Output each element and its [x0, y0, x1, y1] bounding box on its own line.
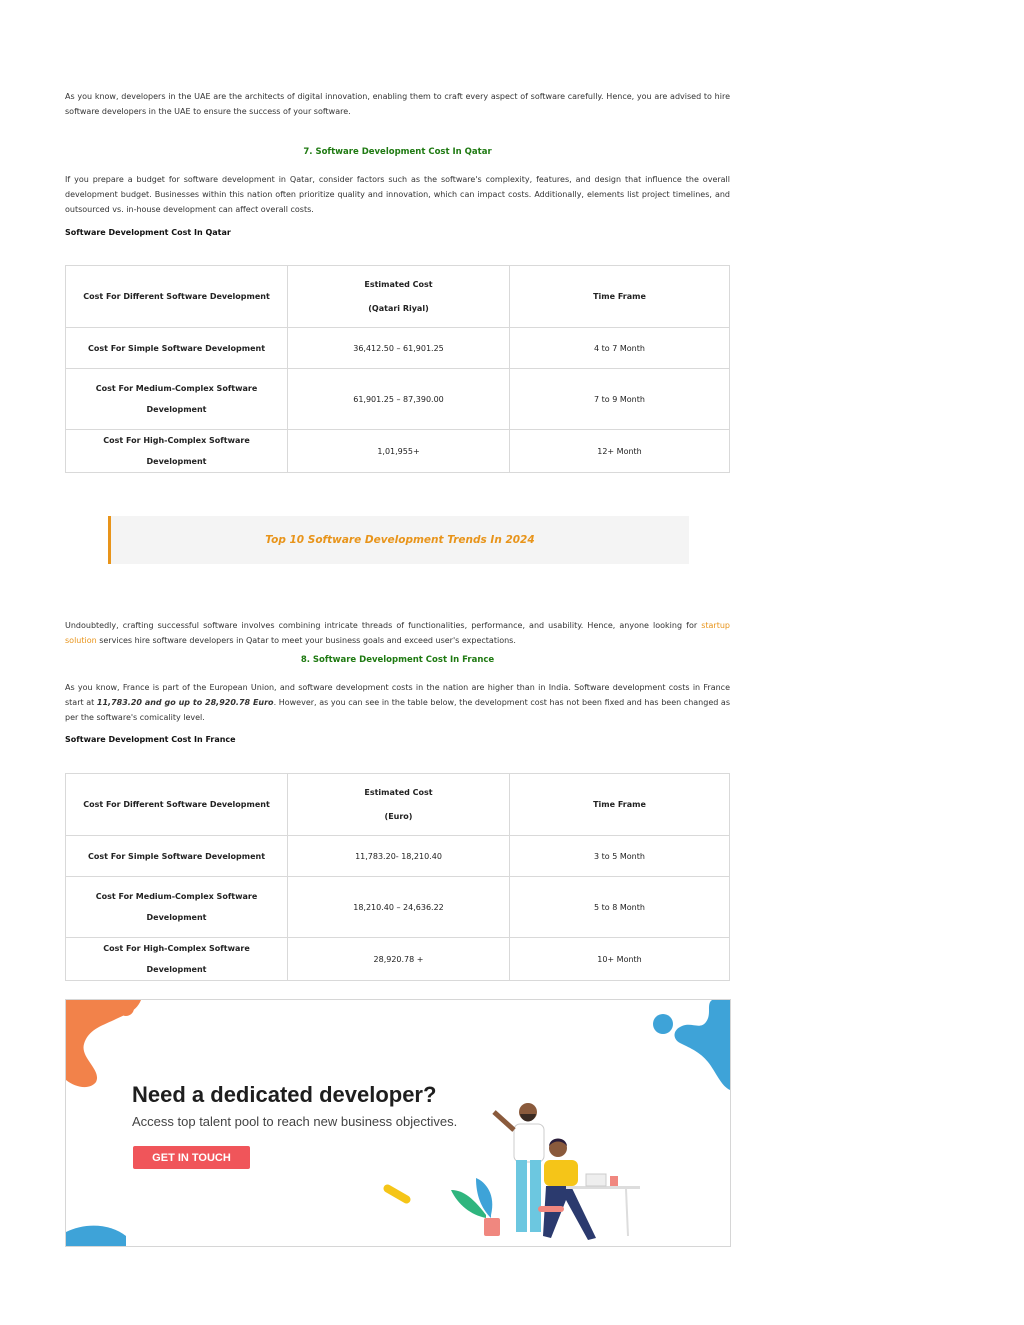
laptop [586, 1174, 606, 1186]
startup-text-after: services hire software developers in Qatar to meet your business goals and exceed user's expectations. [96, 636, 516, 645]
man-leg [516, 1160, 527, 1232]
desk-leg [626, 1189, 628, 1236]
france-heading-wrap [65, 653, 730, 668]
row-type: Cost For High-Complex Software Development [66, 938, 288, 981]
france-paragraph-wrap [65, 680, 730, 725]
row-time: 10+ Month [510, 938, 730, 981]
table-row [66, 836, 730, 877]
row-type: Cost For Simple Software Development [66, 836, 288, 877]
row-type-line1: Cost For Medium-Complex Software [95, 892, 258, 901]
france-table-title-wrap [65, 732, 730, 747]
banner-subtitle: Access top talent pool to reach new business objectives. [132, 1114, 458, 1129]
row-type-line2: Development [146, 405, 207, 414]
trends-banner[interactable] [108, 516, 689, 564]
blue-dot-shape [653, 1014, 673, 1034]
table-header-row [66, 774, 730, 836]
table-row [66, 369, 730, 430]
man-arm [494, 1112, 514, 1130]
france-price-range: 11,783.20 and go up to 28,920.78 Euro [96, 698, 274, 707]
plant-pot-shape [484, 1218, 500, 1236]
woman-legs [543, 1186, 596, 1240]
row-time: 5 to 8 Month [510, 877, 730, 938]
table-row [66, 328, 730, 369]
woman-shirt [544, 1160, 578, 1186]
header-cell-time: Time Frame [510, 266, 730, 328]
startup-text-before: Undoubtedly, crafting successful software involves combining intricate threads of functionalities, performance, and usability. Hence, anyone looking for [65, 621, 702, 630]
row-time: 7 to 9 Month [510, 369, 730, 430]
france-paragraph [65, 680, 730, 725]
row-time: 12+ Month [510, 430, 730, 473]
row-type: Cost For High-Complex Software Development [66, 430, 288, 473]
france-cost-table [65, 773, 730, 981]
man-beard [520, 1114, 536, 1122]
header-cell-type: Cost For Different Software Development [66, 774, 288, 836]
blue-corner-shape [66, 1226, 126, 1246]
row-type: Cost For Simple Software Development [66, 328, 288, 369]
header-cost-label: Estimated Cost [364, 788, 433, 797]
chair [538, 1206, 564, 1212]
france-heading: 8. Software Development Cost In France [300, 655, 495, 665]
row-type [66, 877, 288, 938]
header-cell-cost [288, 266, 510, 328]
startup-solution-link[interactable]: startup solution [65, 621, 730, 645]
qatar-cost-table [65, 265, 730, 473]
table-header-row [66, 266, 730, 328]
man-leg [530, 1160, 541, 1232]
row-cost: 28,920.78 + [288, 938, 510, 981]
row-cost: 1,01,955+ [288, 430, 510, 473]
qatar-paragraph: If you prepare a budget for software development in Qatar, consider factors such as the software's complexity, features, and design that influence the overall development budget. Businesses within this nation often prioritize quality and innovation, which can impact costs. Additionally, elements list project timelines, and outsourced vs. in-house development can affect overall costs. [65, 175, 730, 214]
france-text-before: As you know, France is part of the European Union, and software development costs in the nation are higher than in India. Software development costs in France start at [65, 683, 730, 707]
row-cost: 36,412.50 – 61,901.25 [288, 328, 510, 369]
row-time: 3 to 5 Month [510, 836, 730, 877]
header-cost-label: Estimated Cost [364, 280, 433, 289]
blue-splash-shape [675, 1000, 731, 1090]
get-in-touch-button[interactable]: GET IN TOUCH [133, 1146, 250, 1169]
header-cell-type: Cost For Different Software Development [66, 266, 288, 328]
qatar-heading: 7. Software Development Cost In Qatar [303, 147, 492, 157]
france-table-title: Software Development Cost In France [65, 735, 236, 744]
row-cost: 18,210.40 – 24,636.22 [288, 877, 510, 938]
row-cost: 61,901.25 – 87,390.00 [288, 369, 510, 430]
header-cost-unit: (Euro) [384, 812, 413, 821]
qatar-paragraph-wrap [65, 172, 730, 217]
yellow-pill-shape [382, 1183, 412, 1205]
startup-paragraph [65, 618, 730, 648]
row-type [66, 369, 288, 430]
intro-section [65, 89, 730, 119]
qatar-table-title: Software Development Cost In Qatar [65, 228, 231, 237]
row-type-line2: Development [146, 913, 207, 922]
qatar-table-title-wrap [65, 225, 730, 240]
header-cost-unit: (Qatari Riyal) [368, 304, 429, 313]
man-shirt [514, 1124, 544, 1162]
row-cost: 11,783.20- 18,210.40 [288, 836, 510, 877]
trends-banner-text[interactable]: Top 10 Software Development Trends In 2024 [265, 534, 535, 546]
hire-developer-banner[interactable] [65, 999, 731, 1247]
pencil-cup [610, 1176, 618, 1186]
table-row [66, 877, 730, 938]
table-row [66, 430, 730, 473]
row-time: 4 to 7 Month [510, 328, 730, 369]
row-type-line1: Cost For Medium-Complex Software [95, 384, 258, 393]
banner-title: Need a dedicated developer? [132, 1082, 437, 1107]
france-text-after: . However, as you can see in the table below, the development cost has not been fixed and has been changed as per the software's comicality level. [65, 698, 731, 722]
header-cell-time: Time Frame [510, 774, 730, 836]
intro-paragraph: As you know, developers in the UAE are the architects of digital innovation, enabling them to craft every aspect of software carefully. Hence, you are advised to hire software developers in the UAE to ensure the success of your software. [65, 92, 730, 116]
startup-section [65, 618, 730, 648]
orange-dot-shape [118, 1000, 134, 1016]
header-cell-cost [288, 774, 510, 836]
table-row [66, 938, 730, 981]
qatar-heading-wrap [65, 145, 730, 160]
